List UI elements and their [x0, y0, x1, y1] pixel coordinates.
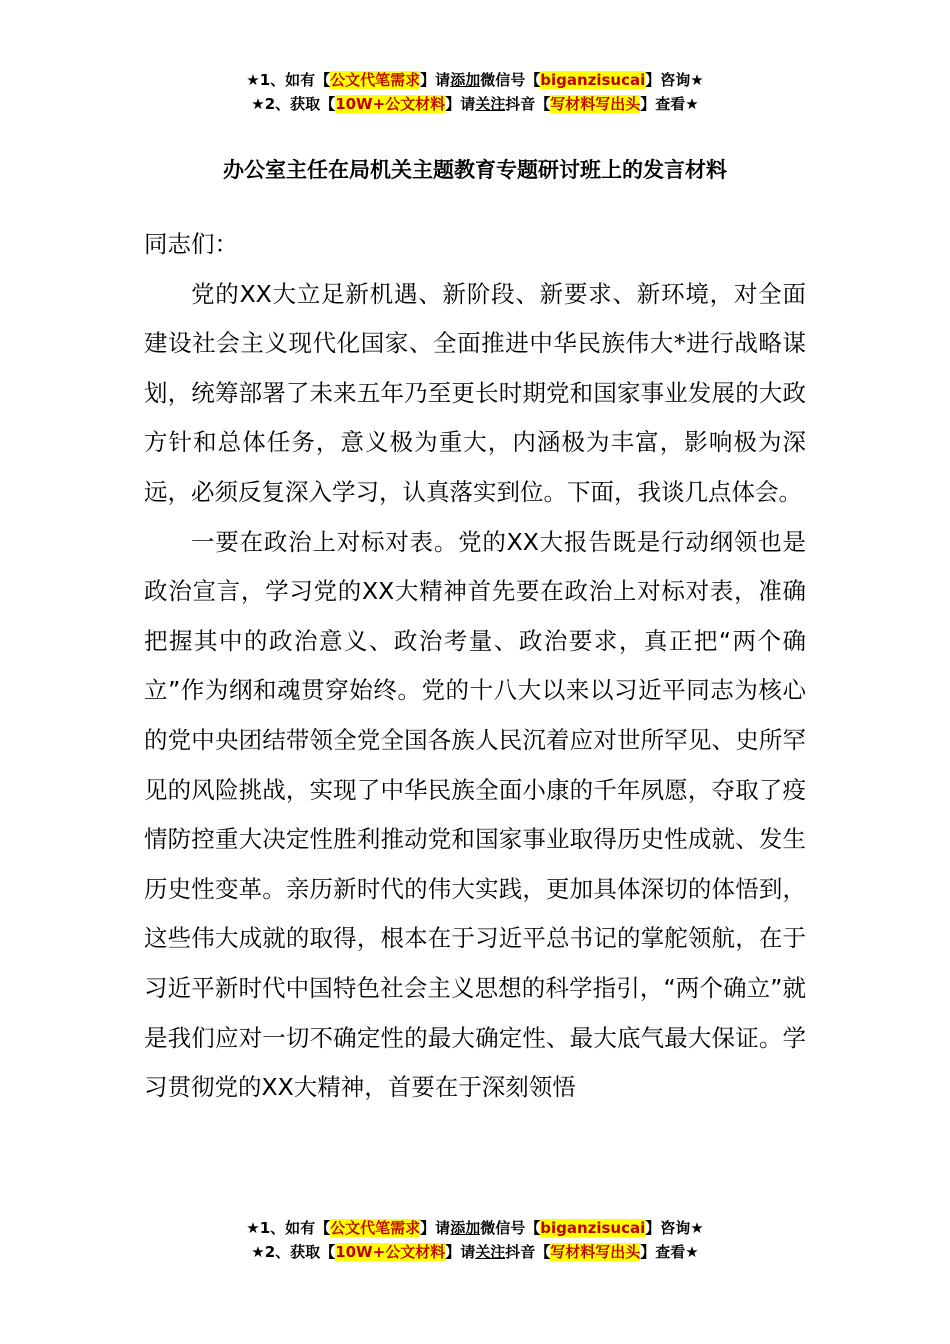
banner-text: 抖音【 [505, 1243, 551, 1261]
footer-banner [0, 1216, 950, 1264]
banner-highlight: 公文代笔需求 [330, 1219, 421, 1237]
banner-text: ★1、如有【 [246, 1219, 331, 1237]
banner-underlined-text: 关注 [475, 95, 506, 113]
banner-text: 】查看★ [640, 95, 699, 113]
banner-text: 】查看★ [640, 1243, 699, 1261]
banner-line-2 [0, 92, 950, 116]
header-banner [0, 68, 950, 116]
paragraph: 一要在政治上对标对表。党的XX大报告既是行动纲领也是政治宣言，学习党的XX大精神首先要在政治上对标对表，准确把握其中的政治意义、政治考量、政治要求，真正把“两个确立”作为纲和魂贯穿始终。党的十八大以来以习近平同志为核心的党中央团结带领全党全国各族人民沉着应对世所罕见、史所罕见的风险挑战，实现了中华民族全面小康的千年夙愿，夺取了疫情防控重大决定性胜利推动党和国家事业取得历史性成就、发生历史性变革。亲历新时代的伟大实践，更加具体深切的体悟到，这些伟大成就的取得，根本在于习近平总书记的掌舵领航，在于习近平新时代中国特色社会主义思想的科学指引，“两个确立”就是我们应对一切不确定性的最大确定性、最大底气最大保证。学习贯彻党的XX大精神，首要在于深刻领悟 [144, 527, 806, 1102]
banner-text: ★2、获取【 [251, 1243, 336, 1261]
banner-highlight: 10W+公文材料 [335, 1243, 446, 1261]
banner-highlight: biganzisucai [540, 1219, 646, 1237]
banner-line-1 [0, 68, 950, 92]
banner-text: 微信号【 [480, 71, 541, 89]
document-body [144, 220, 806, 1113]
banner-text: 】咨询★ [645, 1219, 704, 1237]
banner-text: ★2、获取【 [251, 95, 336, 113]
banner-underlined-text: 添加 [450, 71, 481, 89]
banner-text: 】请 [445, 95, 476, 113]
banner-text: ★1、如有【 [246, 71, 331, 89]
banner-highlight: 10W+公文材料 [335, 95, 446, 113]
banner-text: 】请 [420, 71, 451, 89]
paragraph: 党的XX大立足新机遇、新阶段、新要求、新环境，对全面建设社会主义现代化国家、全面推进中华民族伟大*进行战略谋划，统筹部署了未来五年乃至更长时期党和国家事业发展的大政方针和总体任务，意义极为重大，内涵极为丰富，影响极为深远，必须反复深入学习，认真落实到位。下面，我谈几点体会。 [144, 279, 806, 506]
banner-underlined-text: 关注 [475, 1243, 506, 1261]
banner-line-2 [0, 1240, 950, 1264]
document-title: 办公室主任在局机关主题教育专题研讨班上的发言材料 [223, 158, 727, 182]
salutation: 同志们： [144, 230, 238, 258]
banner-highlight: 写材料写出头 [550, 95, 641, 113]
banner-highlight: 公文代笔需求 [330, 71, 421, 89]
banner-text: 】请 [445, 1243, 476, 1261]
banner-highlight: 写材料写出头 [550, 1243, 641, 1261]
banner-highlight: biganzisucai [540, 71, 646, 89]
banner-text: 微信号【 [480, 1219, 541, 1237]
banner-underlined-text: 添加 [450, 1219, 481, 1237]
banner-text: 】请 [420, 1219, 451, 1237]
banner-text: 】咨询★ [645, 71, 704, 89]
banner-line-1 [0, 1216, 950, 1240]
banner-text: 抖音【 [505, 95, 551, 113]
